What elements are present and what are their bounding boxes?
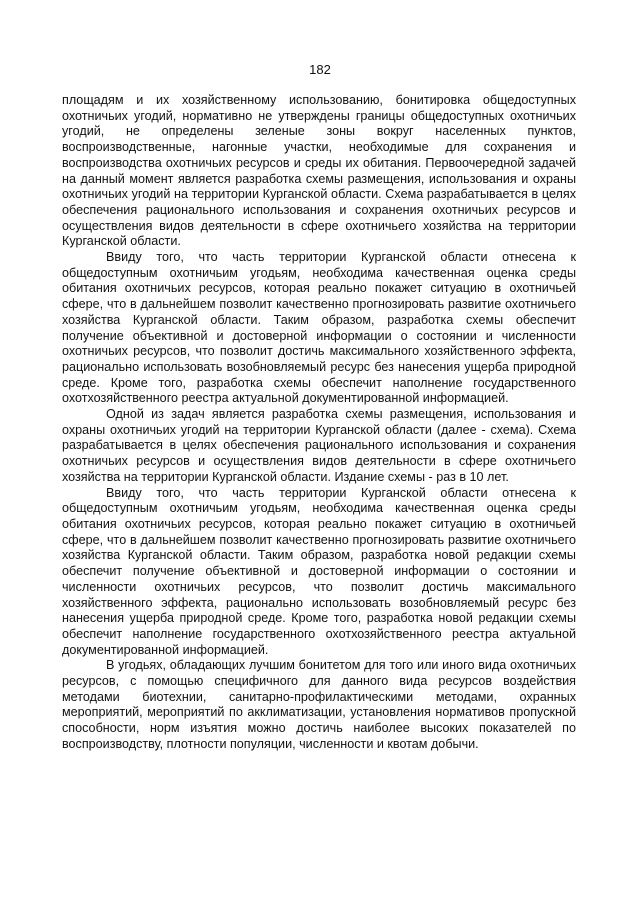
paragraph-2: Ввиду того, что часть территории Курганской области отнесена к общедоступным охотничьим угодьям, необходима качественная оценка среды обитания охотничьих ресурсов, которая реально покажет ситуацию в охотничьей сфере, что в дальнейшем позволит качественно прогнозировать развитие охотничьего хозяйства Курганской области. Таким образом, разработка схемы обеспечит получение объективной и достоверной информации о состоянии и численности охотничьих ресурсов, что позволит достичь максимального хозяйственного эффекта, рационально использовать возобновляемый ресурс без нанесения ущерба природной среде. Кроме того, разработка схемы обеспечит наполнение государственного охотхозяйственного реестра актуальной документированной информацией. xyxy=(62,250,576,406)
paragraph-3: Одной из задач является разработка схемы размещения, использования и охраны охотничьих угодий на территории Курганской области (далее - схема). Схема разрабатывается в целях обеспечения рационального использования и сохранения охотничьих ресурсов и осуществления видов деятельности в сфере охотничьего хозяйства на территории Курганской области. Издание схемы - раз в 10 лет. xyxy=(62,407,576,484)
document-body xyxy=(62,93,576,753)
paragraph-4: Ввиду того, что часть территории Курганской области отнесена к общедоступным охотничьим угодьям, необходима качественная оценка среды обитания охотничьих ресурсов, которая реально покажет ситуацию в охотничьей сфере, что в дальнейшем позволит качественно прогнозировать развитие охотничьего хозяйства Курганской области. Таким образом, разработка новой редакции схемы обеспечит получение объективной и достоверной информации о состоянии и численности охотничьих ресурсов, что позволит достичь максимального хозяйственного эффекта, рационально использовать возобновляемый ресурс без нанесения ущерба природной среде. Кроме того, разработка новой редакции схемы обеспечит наполнение государственного охотхозяйственного реестра актуальной документированной информацией. xyxy=(62,485,576,657)
paragraph-5: В угодьях, обладающих лучшим бонитетом для того или иного вида охотничьих ресурсов, с помощью специфичного для данного вида ресурсов воздействия методами биотехнии, санитарно-профилактическими методами, охранных мероприятий, мероприятий по акклиматизации, установления нормативов пропускной способности, норм изъятия можно достичь наиболее высоких показателей по воспроизводству, плотности популяции, численности и квотам добычи. xyxy=(62,658,576,751)
paragraph-1: площадям и их хозяйственному использованию, бонитировка общедоступных охотничьих угодий, нормативно не утверждены границы общедоступных охотничьих угодий, не определены зеленые зоны вокруг населенных пунктов, воспроизводственные, нагонные участки, необходимые для сохранения и воспроизводства охотничьих ресурсов и среды их обитания. Первоочередной задачей на данный момент является разработка схемы размещения, использования и охраны охотничьих угодий на территории Курганской области. Схема разрабатывается в целях обеспечения рационального использования и сохранения охотничьих ресурсов и осуществления видов деятельности в сфере охотничьего хозяйства на территории Курганской области. xyxy=(62,93,576,249)
page-number: 182 xyxy=(309,62,331,77)
